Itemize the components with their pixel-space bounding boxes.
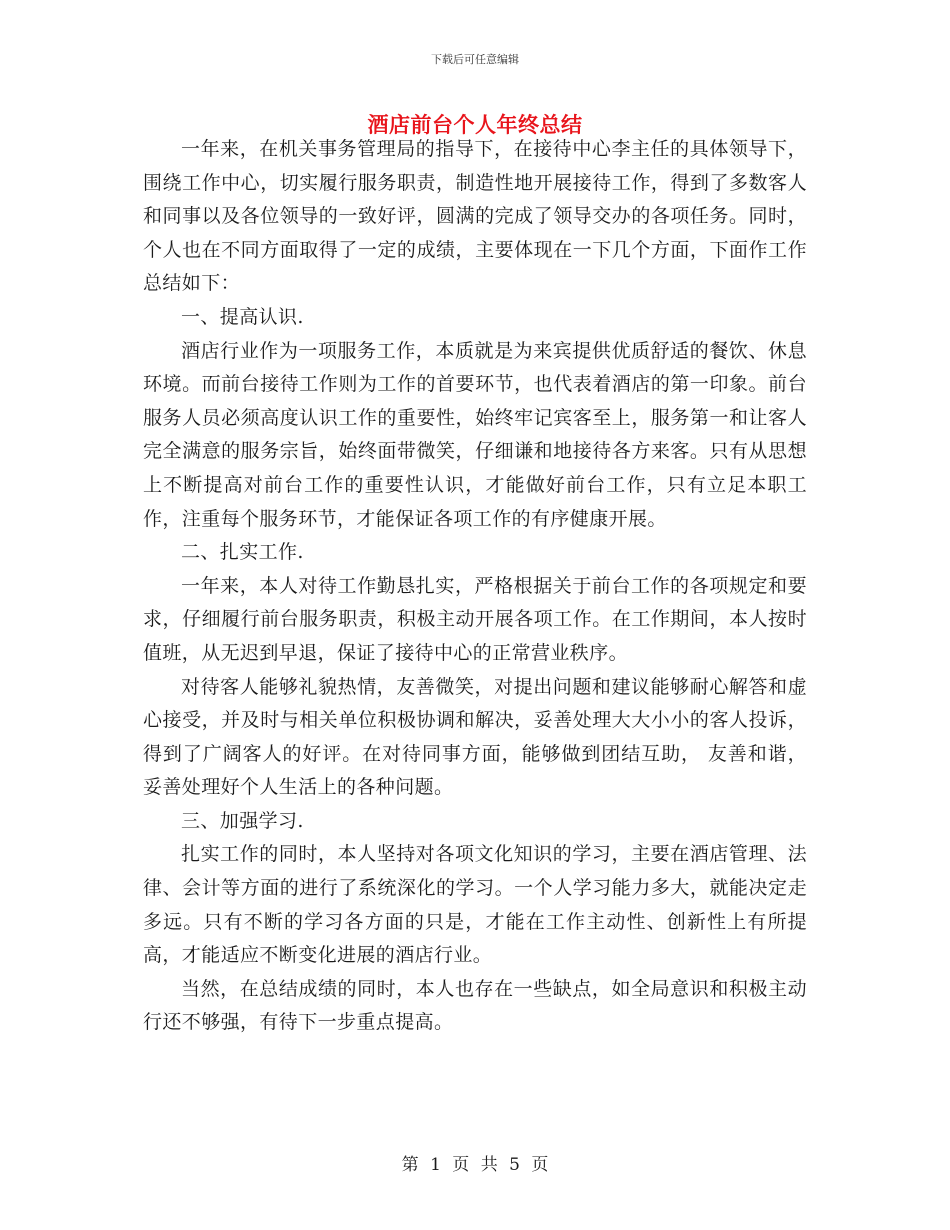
section-heading-3: 三、加强学习. (181, 809, 304, 832)
paragraph-intro: 一年来，在机关事务管理局的指导下，在接待中心李主任的具体领导下，围绕工作中心，切实履行服务职责，制造性地开展接待工作，得到了多数客人和同事以及各位领导的一致好评，圆满的完成了领导交办的各项任务。同时，个人也在不同方面取得了一定的成绩，主要体现在一下几个方面，下面作工作总结如下： (143, 138, 807, 295)
section-heading-1: 一、提高认识. (181, 305, 304, 328)
paragraph-section-3: 扎实工作的同时，本人坚持对各项文化知识的学习，主要在酒店管理、法律、会计等方面的进行了系统深化的学习。一个人学习能力多大，就能决定走多远。只有不断的学习各方面的只是，才能在工作主动性、创新性上有所提高，才能适应不断变化进展的酒店行业。 (143, 843, 807, 967)
paragraph-section-2a: 一年来，本人对待工作勤恳扎实，严格根据关于前台工作的各项规定和要求，仔细履行前台服务职责，积极主动开展各项工作。在工作期间，本人按时值班，从无迟到早退，保证了接待中心的正常营业秩序。 (143, 574, 807, 664)
paragraph-conclusion: 当然，在总结成绩的同时，本人也存在一些缺点，如全局意识和积极主动行还不够强，有待下一步重点提高。 (143, 977, 807, 1034)
page-footer (0, 1154, 950, 1176)
page-number-label: 第 1 页 共 5 页 (401, 1155, 549, 1175)
header-note: 下载后可任意编辑 (431, 53, 519, 66)
paragraph-section-2b: 对待客人能够礼貌热情，友善微笑，对提出问题和建议能够耐心解答和虚心接受，并及时与相关单位积极协调和解决，妥善处理大大小小的客人投诉，得到了广阔客人的好评。在对待同事方面，能够做到团结互助， 友善和谐，妥善处理好个人生活上的各种问题。 (143, 675, 807, 799)
section-heading-2: 二、扎实工作. (181, 541, 304, 564)
document-body (143, 133, 807, 1040)
paragraph-section-1: 酒店行业作为一项服务工作，本质就是为来宾提供优质舒适的餐饮、休息环境。而前台接待工作则为工作的首要环节，也代表着酒店的第一印象。前台服务人员必须高度认识工作的重要性，始终牢记宾客至上，服务第一和让客人完全满意的服务宗旨，始终面带微笑，仔细谦和地接待各方来客。只有从思想上不断提高对前台工作的重要性认识，才能做好前台工作，只有立足本职工作，注重每个服务环节，才能保证各项工作的有序健康开展。 (143, 339, 807, 530)
document-title: 酒店前台个人年终总结 (367, 112, 583, 137)
